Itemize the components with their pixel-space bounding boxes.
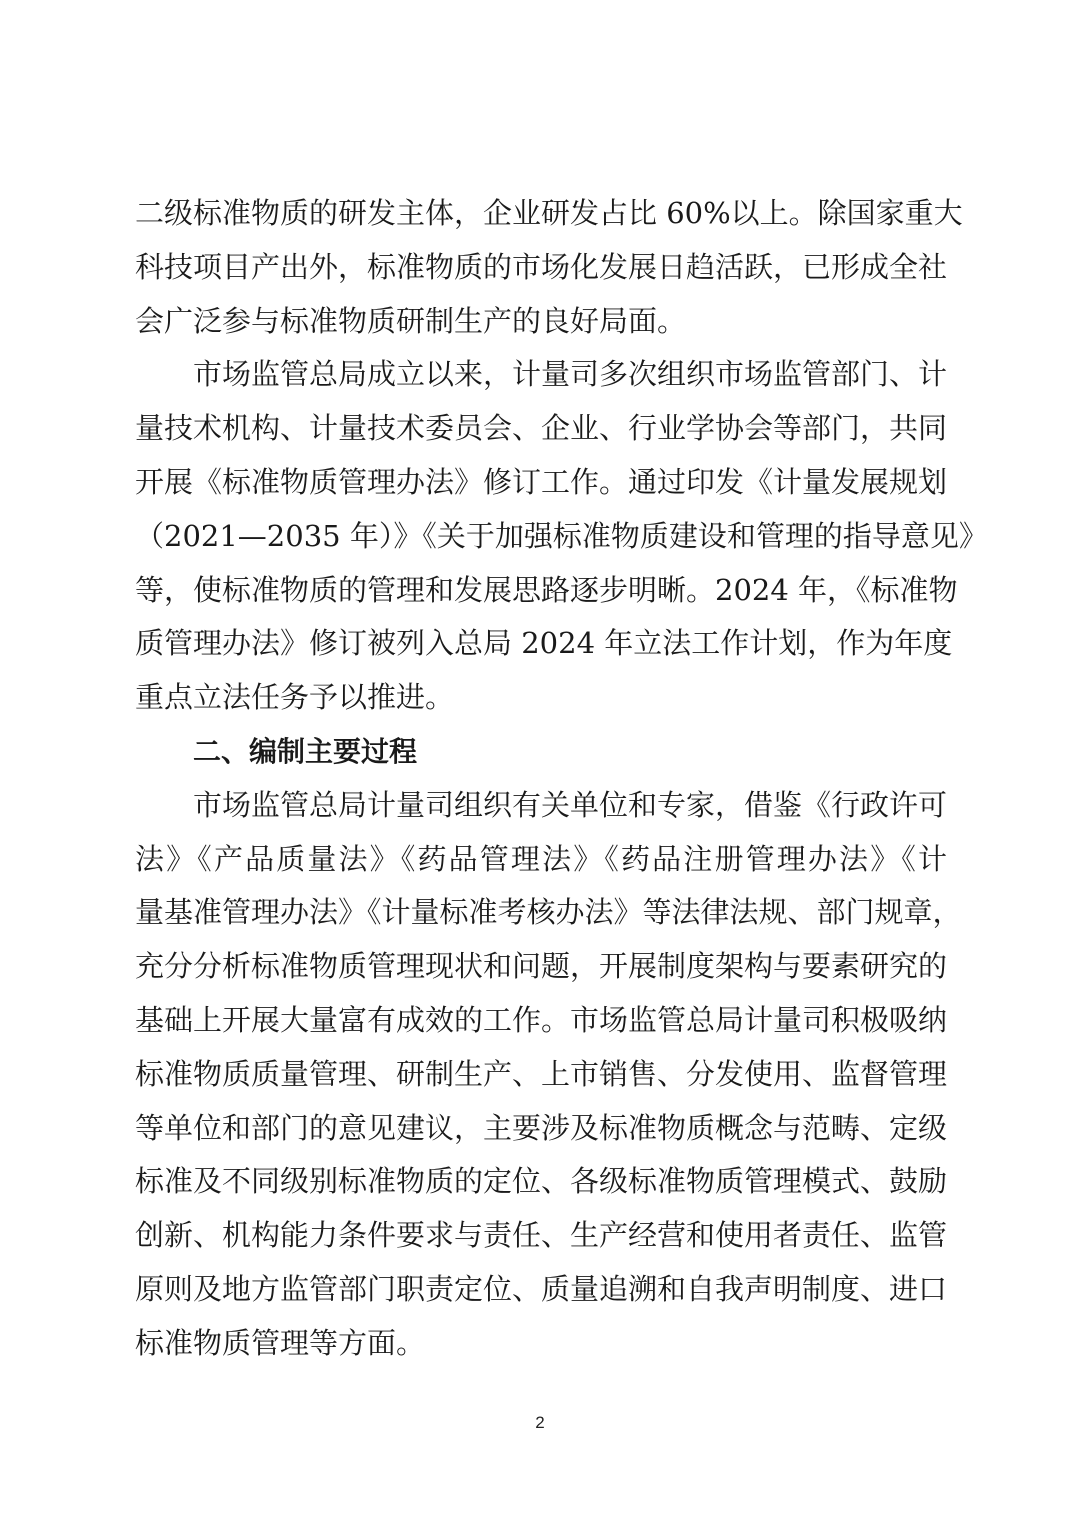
text-line: 等单位和部门的意见建议，主要涉及标准物质概念与范畴、定级 xyxy=(135,1110,948,1145)
text-line: 科技项目产出外，标准物质的市场化发展日趋活跃，已形成全社 xyxy=(135,249,948,284)
text-line: 基础上开展大量富有成效的工作。市场监管总局计量司积极吸纳 xyxy=(135,1002,948,1037)
text-line: 重点立法任务予以推进。 xyxy=(135,680,455,715)
section-heading: 二、编制主要过程 xyxy=(193,734,418,768)
text-line: 量基准管理办法》《计量标准考核办法》等法律法规、部门规章， xyxy=(135,895,962,930)
text-line: 市场监管总局计量司组织有关单位和专家，借鉴《行政许可 xyxy=(193,787,948,822)
body-text xyxy=(135,187,988,1371)
text-line: 质管理办法》修订被列入总局 2024 年立法工作计划，作为年度 xyxy=(135,626,953,661)
page-number: 2 xyxy=(535,1413,545,1432)
text-line: 二级标准物质的研发主体，企业研发占比 60%以上。除国家重大 xyxy=(135,196,963,230)
text-line: 量技术机构、计量技术委员会、企业、行业学协会等部门，共同 xyxy=(135,411,948,446)
text-line: 等，使标准物质的管理和发展思路逐步明晰。2024 年，《标准物 xyxy=(135,572,958,607)
text-line: 充分分析标准物质管理现状和问题，开展制度架构与要素研究的 xyxy=(135,949,948,984)
text-line: 会广泛参与标准物质研制生产的良好局面。 xyxy=(135,303,687,338)
text-line: 开展《标准物质管理办法》修订工作。通过印发《计量发展规划 xyxy=(135,464,948,499)
text-line: 法》《产品质量法》《药品管理法》《药品注册管理办法》《计 xyxy=(135,841,947,876)
text-line: 标准及不同级别标准物质的定位、各级标准物质管理模式、鼓励 xyxy=(135,1164,948,1199)
text-line: （2021—2035 年）》《关于加强标准物质建设和管理的指导意见》 xyxy=(135,518,988,553)
text-line: 标准物质管理等方面。 xyxy=(135,1325,426,1360)
text-line: 原则及地方监管部门职责定位、质量追溯和自我声明制度、进口 xyxy=(135,1271,948,1306)
text-line: 市场监管总局成立以来，计量司多次组织市场监管部门、计 xyxy=(193,357,948,392)
text-line: 创新、机构能力条件要求与责任、生产经营和使用者责任、监管 xyxy=(135,1218,948,1253)
text-line: 标准物质质量管理、研制生产、上市销售、分发使用、监督管理 xyxy=(135,1056,948,1091)
